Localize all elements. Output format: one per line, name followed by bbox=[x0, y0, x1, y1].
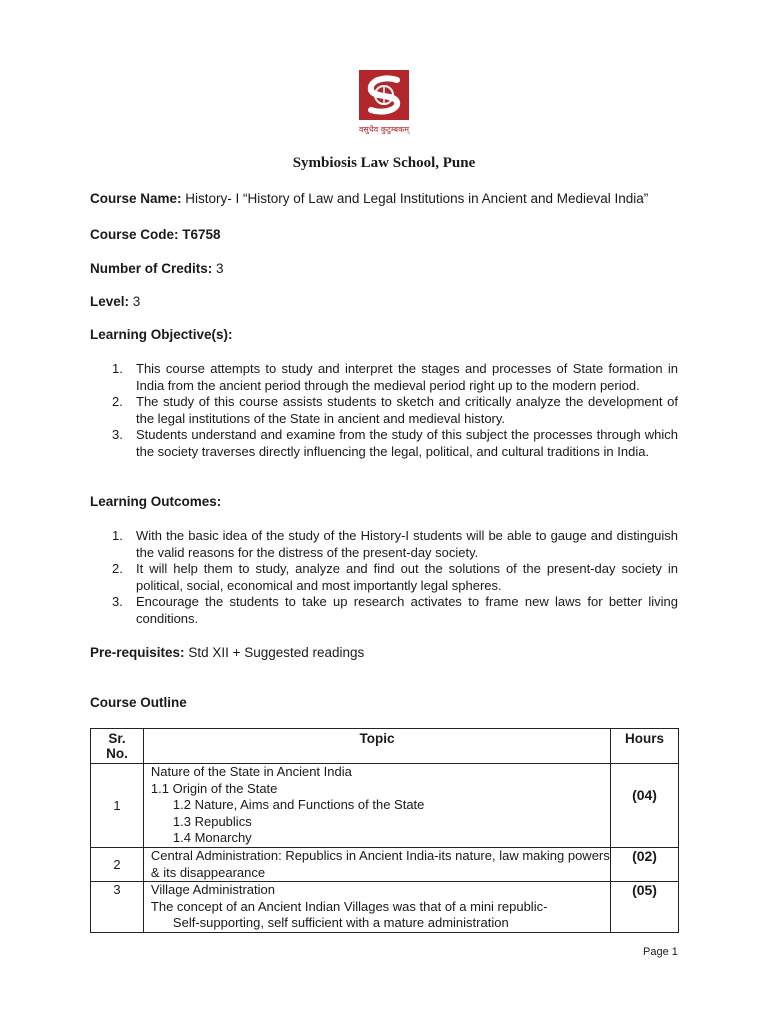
list-item: 1. With the basic idea of the study of the History-I students will be able to gauge and distinguish the valid reasons for the distress of the present-day society. bbox=[112, 528, 678, 560]
prereq-label: Pre-requisites: bbox=[90, 645, 185, 660]
sr-cell: 1 bbox=[91, 764, 144, 848]
outline-heading bbox=[90, 695, 187, 710]
level-value: 3 bbox=[132, 294, 141, 309]
prereq-value: Std XII + Suggested readings bbox=[188, 645, 365, 660]
list-item: 3. Students understand and examine from the study of this subject the processes through which the society traverses directly influencing the legal, political, and cultural traditions in India. bbox=[112, 427, 678, 459]
credits-value: 3 bbox=[216, 261, 224, 276]
objectives-list bbox=[90, 361, 678, 461]
objectives-heading-text: Learning Objective(s): bbox=[90, 327, 233, 342]
sr-header bbox=[91, 729, 144, 764]
hours-header: Hours bbox=[611, 729, 679, 764]
credits-label: Number of Credits: bbox=[90, 261, 213, 276]
sr-cell: 3 bbox=[91, 882, 144, 933]
list-item: 2. It will help them to study, analyze and find out the solutions of the present-day society in political, social, economical and most importantly legal spheres. bbox=[112, 561, 678, 593]
page-title: Symbiosis Law School, Pune bbox=[292, 155, 476, 171]
outcome-text: It will help them to study, analyze and find out the solutions of the present-day society in political, social, economical and most importantly legal spheres. bbox=[136, 561, 678, 593]
course-outline-table bbox=[90, 728, 679, 933]
credits bbox=[90, 261, 224, 276]
topic-line: 1.4 Monarchy bbox=[172, 830, 252, 846]
level bbox=[90, 294, 140, 309]
hours-cell: (02) bbox=[611, 847, 679, 881]
logo-motto: वसुधैव कुटुम्बकम् bbox=[358, 125, 410, 134]
page-number: Page 1 bbox=[643, 946, 678, 958]
level-label: Level: bbox=[90, 294, 130, 309]
hours-cell: (05) bbox=[611, 882, 679, 933]
table-row bbox=[91, 764, 679, 848]
topic-line: 1.1 Origin of the State bbox=[150, 780, 278, 796]
logo-emblem-icon bbox=[355, 68, 415, 124]
topic-cell bbox=[143, 882, 610, 933]
sr-header-line2: No. bbox=[106, 746, 128, 761]
list-item: 2. The study of this course assists students to sketch and critically analyze the development of the legal institutions of the State in ancient and medieval history. bbox=[112, 394, 678, 426]
table-header-row bbox=[91, 729, 679, 764]
topic-line: Village Administration bbox=[150, 882, 275, 898]
outcomes-heading bbox=[90, 494, 221, 509]
topic-line: Nature of the State in Ancient India bbox=[150, 764, 352, 779]
objective-text: Students understand and examine from the study of this subject the processes through which the society traverses directly influencing the legal, political, and cultural traditions in India. bbox=[136, 427, 678, 459]
objective-text: The study of this course assists students to sketch and critically analyze the development of the legal institutions of the State in ancient and medieval history. bbox=[136, 394, 678, 426]
course-code-text: Course Code: T6758 bbox=[90, 227, 221, 242]
outcomes-heading-text: Learning Outcomes: bbox=[90, 494, 222, 509]
course-code bbox=[90, 227, 221, 242]
objective-text: This course attempts to study and interpret the stages and processes of State formation in India from the ancient period through the medieval period right up to the modern period. bbox=[136, 361, 678, 393]
course-name-label: Course Name: bbox=[90, 191, 182, 206]
outline-heading-text: Course Outline bbox=[90, 695, 187, 710]
list-item: 3. Encourage the students to take up research activates to frame new laws for better living conditions. bbox=[112, 594, 678, 626]
course-name bbox=[90, 191, 648, 206]
outcome-text: With the basic idea of the study of the History-I students will be able to gauge and distinguish the valid reasons for the distress of the present-day society. bbox=[136, 528, 678, 560]
topic-line: 1.2 Nature, Aims and Functions of the State bbox=[172, 797, 425, 813]
outcomes-list bbox=[90, 528, 678, 628]
topic-line: Central Administration: Republics in Ancient India-its nature, law making powers & its disappearance bbox=[150, 847, 610, 880]
hours-value: (04) bbox=[632, 787, 657, 804]
topic-line: Self-supporting, self sufficient with a mature administration bbox=[172, 915, 509, 931]
topic-cell bbox=[143, 764, 610, 848]
prerequisites bbox=[90, 645, 364, 660]
topic-line: 1.3 Republics bbox=[172, 813, 252, 829]
sr-cell: 2 bbox=[91, 847, 144, 881]
list-item: 1. This course attempts to study and interpret the stages and processes of State formation in India from the ancient period through the medieval period right up to the modern period. bbox=[112, 361, 678, 393]
sr-header-line1: Sr. bbox=[108, 731, 126, 746]
topic-header: Topic bbox=[143, 729, 610, 764]
topic-cell bbox=[143, 847, 610, 881]
table-row bbox=[91, 847, 679, 881]
hours-cell bbox=[611, 764, 679, 848]
objectives-heading bbox=[90, 327, 233, 342]
outcome-text: Encourage the students to take up research activates to frame new laws for better living conditions. bbox=[136, 594, 678, 626]
course-name-value: History- I “History of Law and Legal Institutions in Ancient and Medieval India” bbox=[185, 191, 649, 206]
topic-line: The concept of an Ancient Indian Villages was that of a mini republic- bbox=[150, 898, 548, 914]
table-row bbox=[91, 882, 679, 933]
